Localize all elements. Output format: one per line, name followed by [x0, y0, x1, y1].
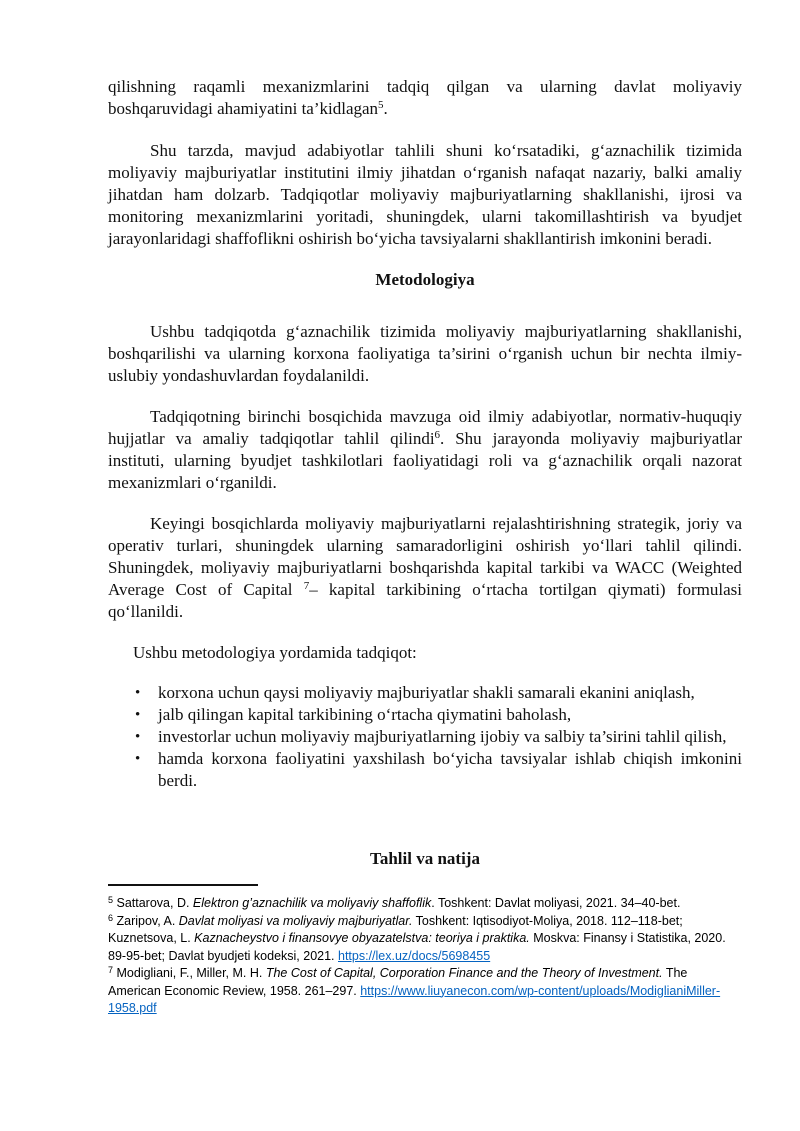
- paragraph: Shu tarzda, mavjud adabiyotlar tahlili shuni koʻrsatadiki, gʻaznachilik tizimida moliyaviy majburiyatlar institutini ilmiy jihatdan oʻrganish nafaqat nazariy, balki amaliy jihatdan ham dolzarb. Tadqiqotlar moliyaviy majburiyatlarning shakllanishi, ijrosi va monitoring mexanizmlarini yoritadi, shuningdek, ularni takomillashtirish va byudjet jarayonlaridagi shaffoflikni oshirish boʻyicha tavsiyalarni shakllantirish imkonini beradi.: [108, 141, 742, 248]
- italic-text: The Cost of Capital, Corporation Finance and the Theory of Investment.: [265, 966, 663, 980]
- superscript-ref: 7: [303, 580, 310, 592]
- body-text: [108, 76, 742, 870]
- paragraph: Tadqiqotning birinchi bosqichida mavzuga oid ilmiy adabiyotlar, normativ-huquqiy hujjatlar va amaliy tadqiqotlar tahlil qilindi$^6$. Shu jarayonda moliyaviy majburiyatlar instituti, ularning byudjet tashkilotlari faoliyatidagi roli va gʻaznachilik orqali nazorat mexanizmlari oʻrganildi.: [108, 407, 742, 492]
- footnotes: [108, 895, 742, 1018]
- footnote-item: $^7$ Modigliani, F., Miller, M. H. The Cost of Capital, Corporation Finance and the Theory of Investment. The American Economic Review, 1958. 261–297. https://www.liuyanecon.com/wp-content/uploads/ModiglianiMiller-1958.pdf: [108, 965, 721, 1015]
- italic-text: Davlat moliyasi va moliyaviy majburiyatlar.: [178, 913, 413, 928]
- superscript-ref: 6: [108, 912, 114, 923]
- footnote-link[interactable]: https://lex.uz/docs/5698455: [338, 948, 491, 963]
- superscript-ref: 5: [108, 895, 114, 905]
- paragraph: Ushbu tadqiqotda gʻaznachilik tizimida moliyaviy majburiyatlarning shakllanishi, boshqarilishi va ularning korxona faoliyatiga ta’sirini oʻrganish uchun bir nechta ilmiy-uslubiy yondashuvlardan foydalanildi.: [108, 322, 742, 385]
- bullet-item: • jalb qilingan kapital tarkibining oʻrtacha qiymatini baholash,: [158, 704, 742, 726]
- paragraph: Keyingi bosqichlarda moliyaviy majburiyatlarni rejalashtirishning strategik, joriy va operativ turlari, shuningdek ularning samaradorligini oshirish yoʻllari tahlil qilindi. Shuningdek, moliyaviy majburiyatlarni boshqarishda kapital tarkibi va WACC (Weighted Average Cost of Capital $^7$– kapital tarkibining oʻrtacha tortilgan qiymati) formulasi qoʻllanildi.: [108, 514, 742, 621]
- footnote-item: $^6$ Zaripov, A. Davlat moliyasi va moliyaviy majburiyatlar. Toshkent: Iqtisodiyot-Moliya, 2018. 112–118-bet; Kuznetsova, L. Kaznacheystvo i finansovye obyazatelstva: teoriya i praktika. Moskva: Finansy i Statistika, 2020. 89-95-bet; Davlat byudjeti kodeksi, 2021. https://lex.uz/docs/5698455: [108, 912, 726, 963]
- page-content: [108, 76, 742, 1018]
- footnote-link[interactable]: https://www.liuyanecon.com/wp-content/uploads/ModiglianiMiller-1958.pdf: [108, 983, 721, 1015]
- superscript-ref: 5: [378, 99, 384, 111]
- footnote-area: [108, 884, 742, 1018]
- superscript-ref: 7: [108, 965, 114, 975]
- footnote-separator: [108, 884, 258, 886]
- italic-text: Kaznacheystvo i finansovye obyazatelstva: teoriya i praktika.: [194, 931, 530, 945]
- bullet-item: • korxona uchun qaysi moliyaviy majburiyatlar shakli samarali ekanini aniqlash,: [158, 682, 742, 704]
- section-heading: Metodologiya: [375, 270, 475, 289]
- italic-text: Elektron g’aznachilik va moliyaviy shaffoflik: [192, 896, 432, 910]
- lead-paragraph: Ushbu metodologiya yordamida tadqiqot:: [133, 643, 417, 662]
- paragraph: qilishning raqamli mexanizmlarini tadqiq qilgan va ularning davlat moliyaviy boshqaruvidagi ahamiyatini ta’kidlagan$^5$.: [108, 77, 742, 118]
- bullet-list: [158, 682, 742, 792]
- superscript-ref: 6: [434, 429, 441, 441]
- footnote-item: $^5$ Sattarova, D. Elektron g’aznachilik va moliyaviy shaffoflik. Toshkent: Davlat moliyasi, 2021. 34–40-bet.: [108, 895, 681, 910]
- bullet-item: • investorlar uchun moliyaviy majburiyatlarning ijobiy va salbiy ta’sirini tahlil qilish,: [158, 726, 742, 748]
- section-heading: Tahlil va natija: [370, 849, 480, 868]
- bullet-item: • hamda korxona faoliyatini yaxshilash boʻyicha tavsiyalar ishlab chiqish imkonini berdi.: [158, 748, 742, 792]
